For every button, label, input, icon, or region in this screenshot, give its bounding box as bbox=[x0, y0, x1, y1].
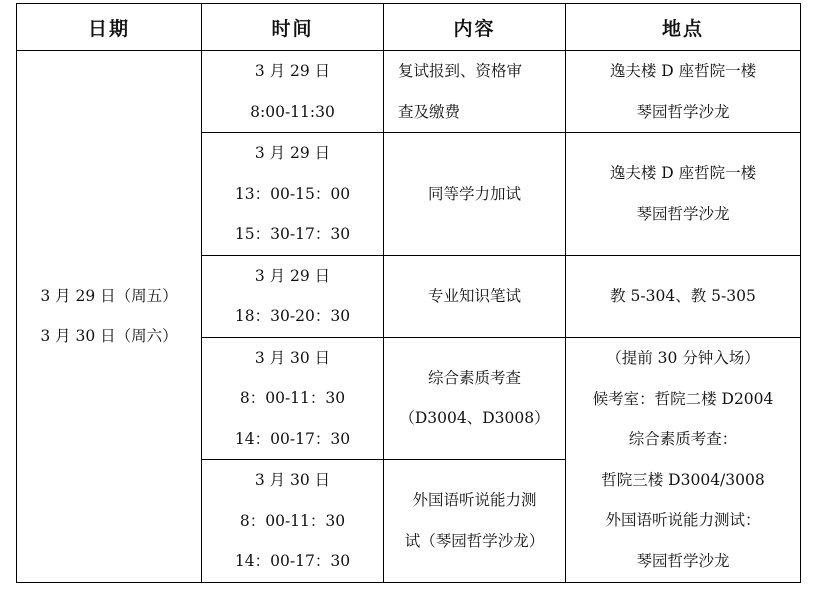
content-cell bbox=[384, 337, 566, 460]
content-line: 同等学力加试 bbox=[427, 184, 521, 203]
content-cell bbox=[384, 255, 566, 337]
header-location: 地点 bbox=[566, 4, 801, 51]
time-line: 3 月 29 日 bbox=[254, 266, 331, 285]
merged-location-cell bbox=[566, 337, 801, 582]
content-cell bbox=[384, 133, 566, 256]
time-line: 13：00-15：00 bbox=[234, 184, 351, 203]
time-line: 15：30-17：30 bbox=[234, 225, 351, 243]
content-line: 综合素质考查 bbox=[427, 368, 521, 387]
header-time: 时间 bbox=[202, 4, 384, 51]
location-cell bbox=[566, 51, 801, 133]
content-line: 外国语听说能力测 bbox=[412, 491, 537, 510]
time-cell bbox=[202, 133, 384, 256]
time-line: 14：00-17：30 bbox=[234, 429, 351, 448]
location-cell bbox=[566, 255, 801, 337]
header-row bbox=[17, 4, 801, 51]
content-cell bbox=[384, 51, 566, 133]
date-cell bbox=[17, 51, 202, 583]
location-line: 教 5-304、教 5-305 bbox=[610, 286, 756, 305]
location-line: 琴园哲学沙龙 bbox=[636, 204, 730, 223]
location-line: 候考室：哲院二楼 D2004 bbox=[592, 389, 774, 408]
content-cell bbox=[384, 460, 566, 583]
location-line: 哲院三楼 D3004/3008 bbox=[601, 470, 765, 489]
content-line: （D3004、D3008） bbox=[399, 409, 550, 428]
header-content: 内容 bbox=[384, 4, 566, 51]
time-line: 3 月 30 日 bbox=[254, 348, 331, 367]
location-line: 琴园哲学沙龙 bbox=[636, 102, 730, 121]
schedule-table bbox=[16, 3, 801, 583]
time-line: 8:00-11:30 bbox=[250, 102, 335, 121]
time-cell bbox=[202, 255, 384, 337]
content-line: 查及缴费 bbox=[398, 102, 461, 121]
time-line: 3 月 29 日 bbox=[254, 62, 331, 80]
time-line: 8：00-11：30 bbox=[239, 389, 346, 407]
time-cell bbox=[202, 460, 384, 583]
table-row bbox=[17, 51, 801, 133]
time-line: 3 月 29 日 bbox=[254, 144, 331, 162]
content-line: 试（琴园哲学沙龙） bbox=[404, 531, 545, 550]
time-cell bbox=[202, 337, 384, 460]
date-line: 3 月 30 日（周六） bbox=[40, 327, 178, 346]
date-line: 3 月 29 日（周五） bbox=[40, 286, 178, 305]
time-line: 18：30-20：30 bbox=[234, 307, 351, 325]
time-line: 14：00-17：30 bbox=[234, 552, 351, 570]
content-line: 专业知识笔试 bbox=[427, 286, 521, 305]
header-date: 日期 bbox=[17, 4, 202, 51]
content-line: 复试报到、资格审 bbox=[398, 62, 523, 80]
time-cell bbox=[202, 51, 384, 133]
location-line: 外国语听说能力测试： bbox=[605, 511, 761, 529]
location-line: 琴园哲学沙龙 bbox=[636, 551, 730, 570]
location-line: 逸夫楼 D 座哲院一楼 bbox=[609, 62, 757, 80]
location-line: 综合素质考查： bbox=[628, 430, 738, 448]
location-cell bbox=[566, 133, 801, 256]
location-line: 逸夫楼 D 座哲院一楼 bbox=[609, 164, 757, 183]
time-line: 3 月 30 日 bbox=[254, 471, 331, 489]
time-line: 8：00-11：30 bbox=[239, 511, 346, 530]
location-line: （提前 30 分钟入场） bbox=[606, 349, 760, 367]
